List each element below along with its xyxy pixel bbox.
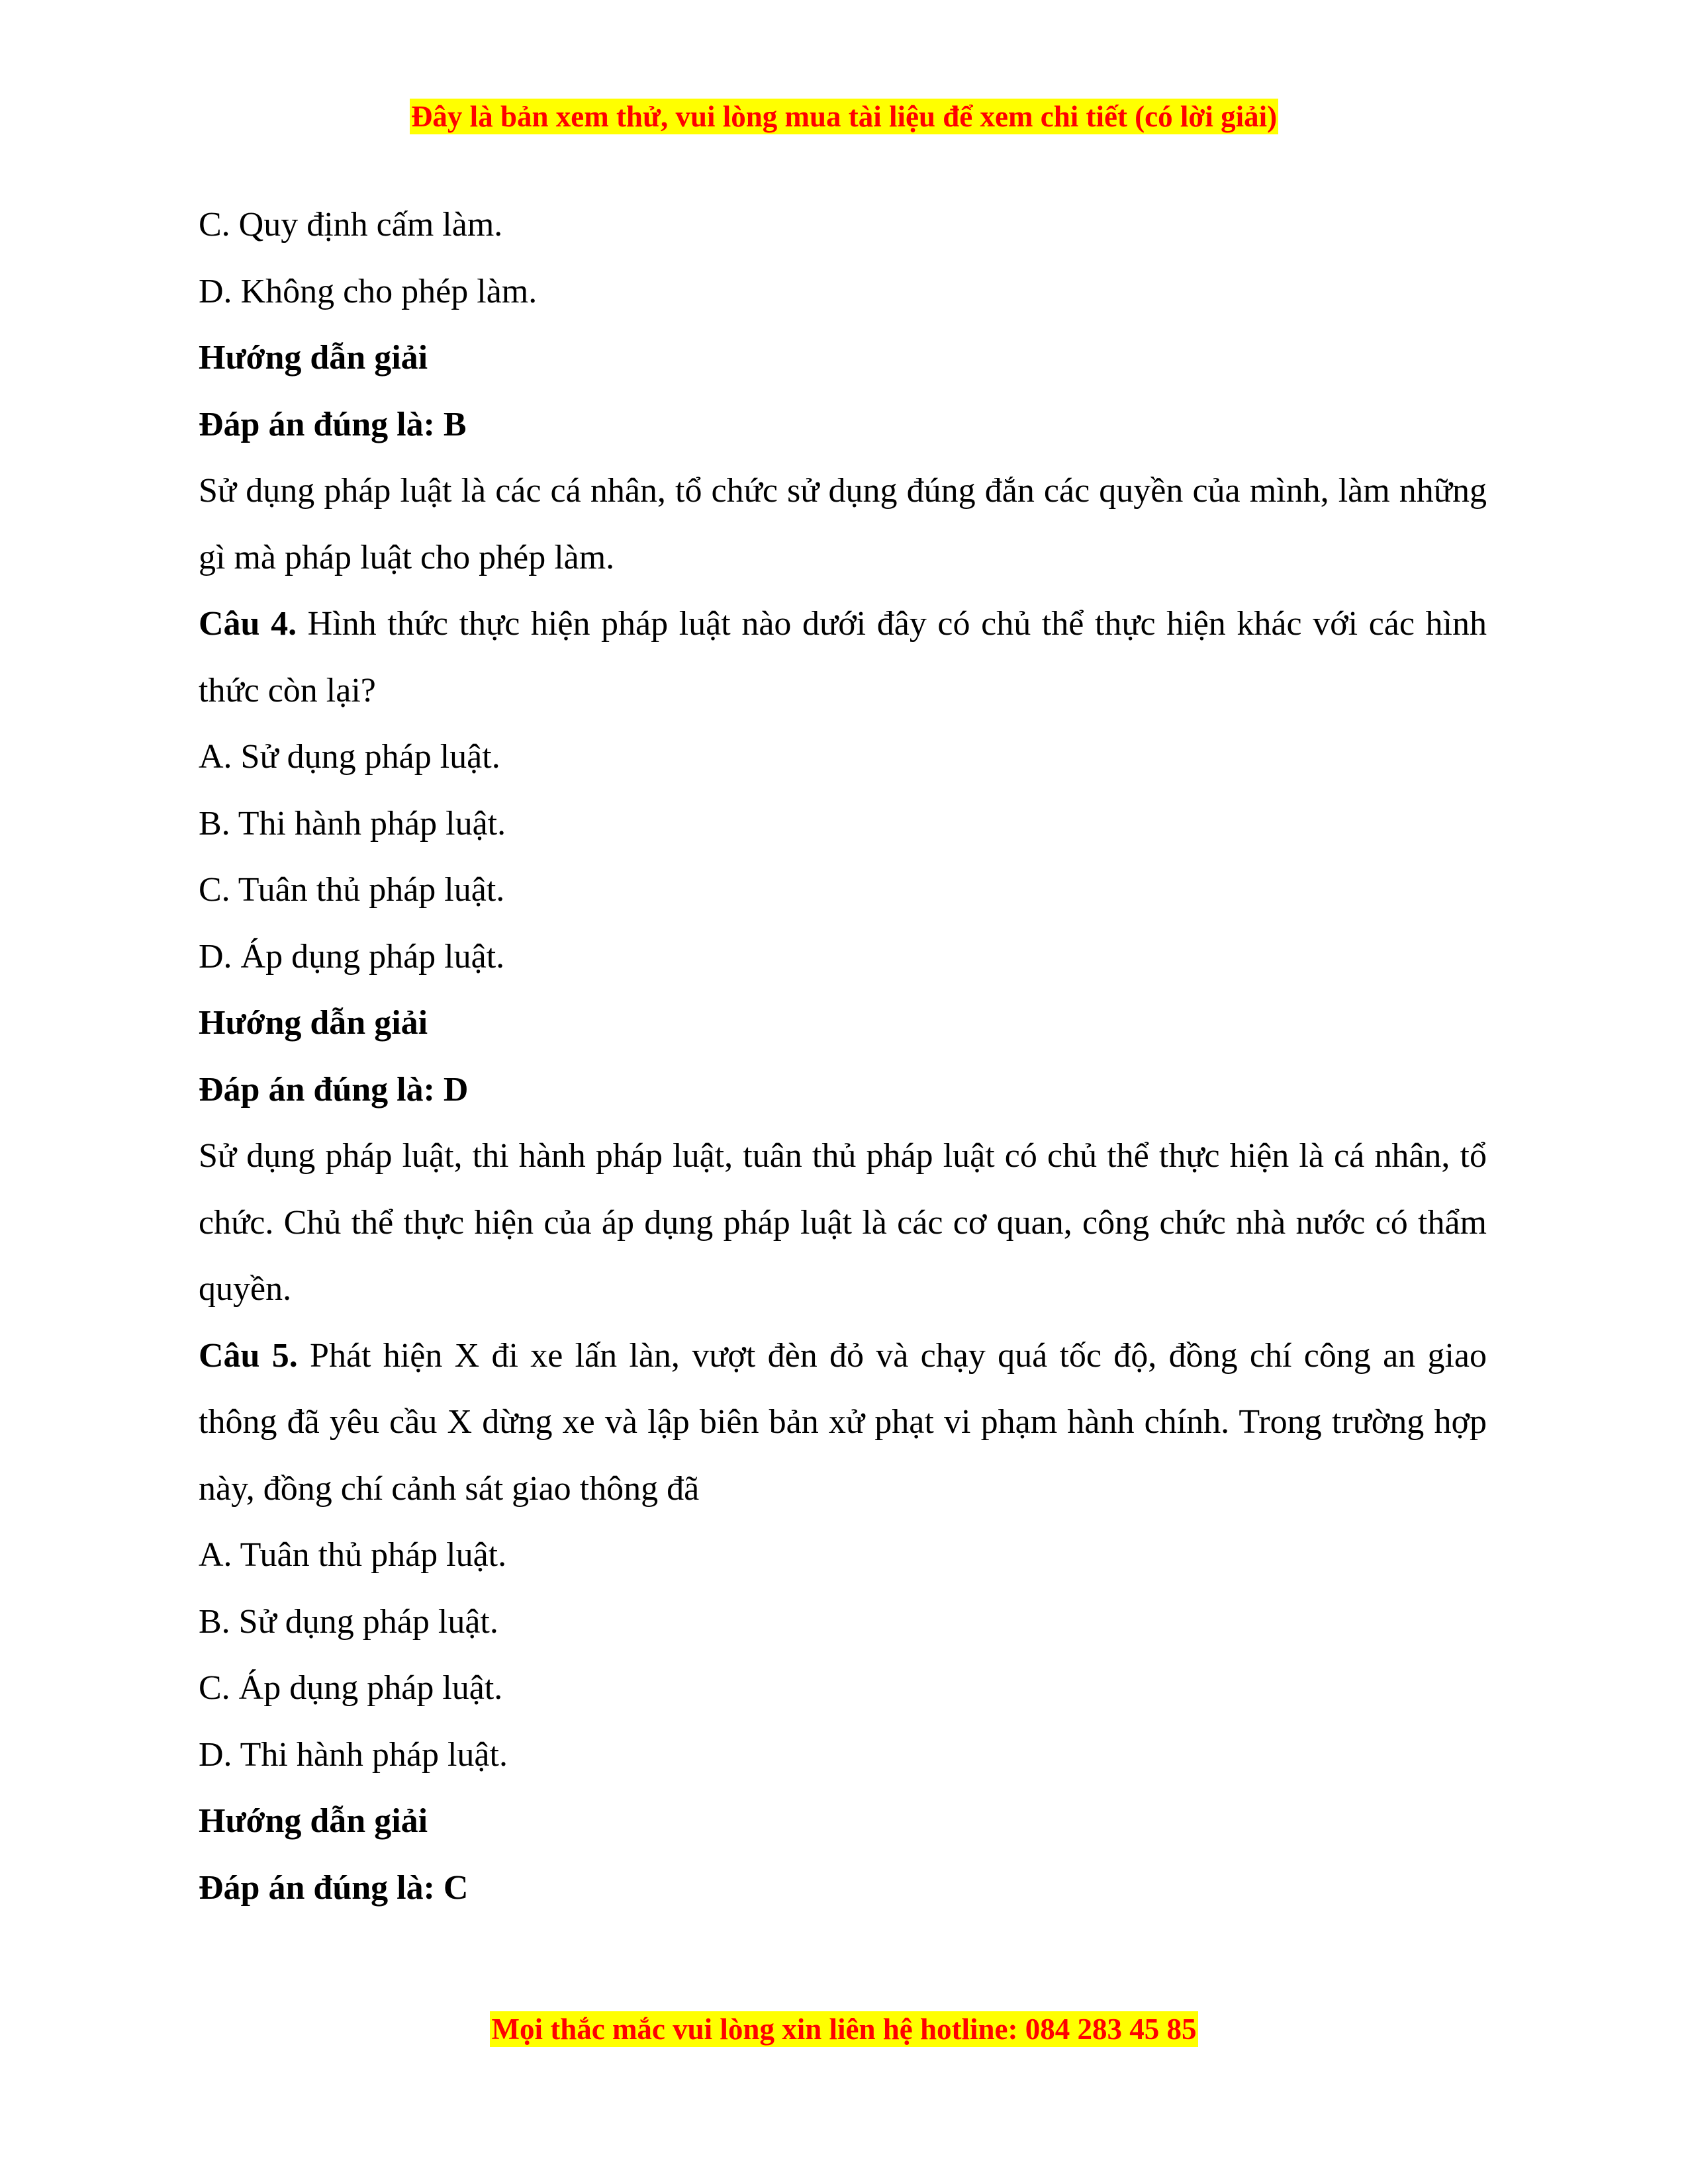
preview-notice-text: Đây là bản xem thử, vui lòng mua tài liệu để xem chi tiết (có lời giải) — [410, 100, 1278, 133]
q3-answer: Đáp án đúng là: B — [199, 405, 467, 443]
q3-option-c: C. Quy định cấm làm. — [199, 206, 503, 244]
q5-question — [199, 1323, 1487, 1523]
q4-guide-heading: Hướng dẫn giải — [199, 1004, 428, 1042]
q4-text: Hình thức thực hiện pháp luật nào dưới đây có chủ thể thực hiện khác với các hình thức còn lại? — [199, 605, 1487, 709]
hotline-banner — [0, 2012, 1688, 2046]
q5-guide-heading: Hướng dẫn giải — [199, 1802, 428, 1840]
q5-text: Phát hiện X đi xe lấn làn, vượt đèn đỏ và chạy quá tốc độ, đồng chí công an giao thông đã yêu cầu X dừng xe và lập biên bản xử phạt vi phạm hành chính. Trong trường hợp này, đồng chí cảnh sát giao thông đã — [199, 1336, 1487, 1508]
q4-option-b: B. Thi hành pháp luật. — [199, 804, 506, 842]
q3-explanation: Sử dụng pháp luật là các cá nhân, tổ chức sử dụng đúng đắn các quyền của mình, làm những gì mà pháp luật cho phép làm. — [199, 472, 1487, 576]
q4-answer: Đáp án đúng là: D — [199, 1070, 469, 1109]
q4-option-d: D. Áp dụng pháp luật. — [199, 937, 505, 976]
q5-option-c: C. Áp dụng pháp luật. — [199, 1669, 503, 1707]
q4-option-a: A. Sử dụng pháp luật. — [199, 738, 500, 776]
q5-label: Câu 5. — [199, 1336, 298, 1375]
hotline-text: Mọi thắc mắc vui lòng xin liên hệ hotline: 084 283 45 85 — [491, 2013, 1197, 2046]
q4-label: Câu 4. — [199, 605, 297, 643]
q4-question — [199, 591, 1487, 724]
q5-answer: Đáp án đúng là: C — [199, 1868, 469, 1907]
q5-option-b: B. Sử dụng pháp luật. — [199, 1602, 498, 1641]
q4-explanation: Sử dụng pháp luật, thi hành pháp luật, tuân thủ pháp luật có chủ thể thực hiện là cá nhân, tổ chức. Chủ thể thực hiện của áp dụng pháp luật là các cơ quan, công chức nhà nước có thẩm quyền. — [199, 1137, 1487, 1308]
q5-option-a: A. Tuân thủ pháp luật. — [199, 1536, 507, 1574]
preview-notice-banner — [0, 99, 1688, 134]
q3-option-d: D. Không cho phép làm. — [199, 272, 538, 310]
q5-option-d: D. Thi hành pháp luật. — [199, 1735, 508, 1774]
document-body — [199, 192, 1487, 1921]
q4-option-c: C. Tuân thủ pháp luật. — [199, 871, 505, 909]
q3-guide-heading: Hướng dẫn giải — [199, 339, 428, 377]
